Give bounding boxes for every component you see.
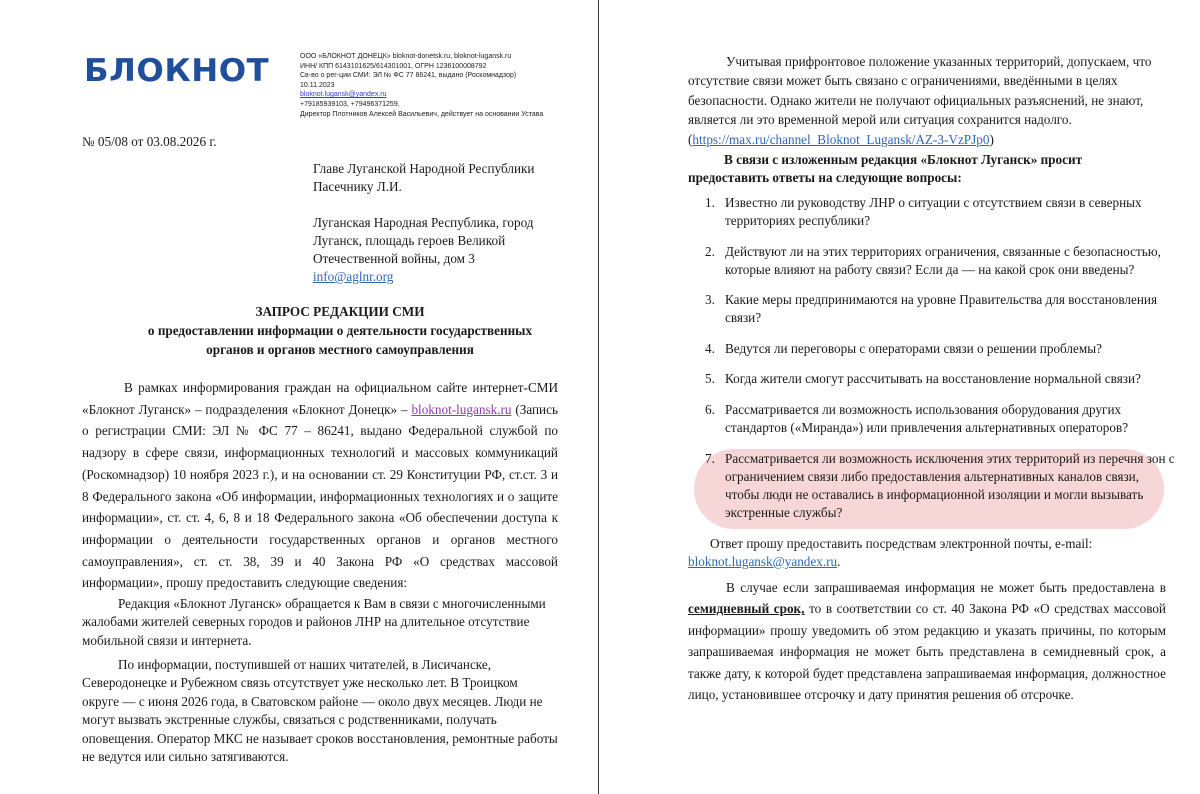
list-item — [705, 243, 1175, 279]
max-channel-link[interactable]: https://max.ru/channel_Bloknot_Lugansk/AZ-3-VzPJp0 — [692, 131, 990, 147]
question-text: Известно ли руководству ЛНР о ситуации с отсутствием связи в северных территориях республики? — [725, 195, 1142, 228]
list-item — [705, 291, 1175, 327]
requisite-line: ИНН/ КПП 6143101625/614301001, ОГРН 1236100008792 — [300, 62, 487, 70]
title-line-3: органов и органов местного самоуправления — [206, 342, 474, 357]
addressee-line: Главе Луганской Народной Республики — [313, 161, 535, 176]
question-text: Действуют ли на этих территориях ограничения, связанные с безопасностью, которые влияют на работу связи? Если да — на какой срок они введены? — [725, 243, 1161, 277]
addressee-line: Пасечнику Л.И. — [313, 179, 402, 194]
question-text: Ведутся ли переговоры с операторами связи о решении проблемы? — [725, 340, 1102, 356]
reply-email-link[interactable]: bloknot.lugansk@yandex.ru — [688, 554, 838, 569]
question-number: 5. — [705, 371, 715, 387]
paragraph-deadline — [688, 577, 1166, 705]
paragraph-reply-email — [688, 535, 1166, 571]
question-text: Рассматривается ли возможность использования оборудования других стандартов («Миранда») или привлечения альтернативных операторов? — [725, 401, 1129, 435]
requisite-line: ООО «БЛОКНОТ ДОНЕЦК» bloknot-donetsk.ru, bloknot-lugansk.ru — [300, 53, 512, 60]
letterhead-director: Директор Плотников Алексей Васильевич, действует на основании Устава — [300, 110, 544, 118]
paragraph-text: В рамках информирования граждан на официальном сайте интернет-СМИ «Блокнот Луганск» – подразделения «Блокнот Донецк» – — [82, 380, 558, 417]
paragraph-text: В случае если запрашиваемая информация не может быть предоставлена в — [726, 580, 1166, 595]
question-number: 6. — [705, 401, 715, 417]
questions-list — [705, 194, 1175, 534]
title-line-1: ЗАПРОС РЕДАКЦИИ СМИ — [255, 304, 425, 319]
requisite-line: Св-во о рег-ции СМИ: ЭЛ № ФС 77 86241, выдано (Роскомнадзор) — [300, 72, 517, 80]
list-item — [705, 450, 1175, 522]
bloknot-logo: БЛОКНОТ — [84, 53, 270, 89]
paragraph-complaints: Редакция «Блокнот Луганск» обращается к Вам в связи с многочисленными жалобами жителей северных городов и районов ЛНР на длительное отсутствие мобильной связи и интернета. — [82, 596, 546, 648]
address-line: Луганск, площадь героев Великой — [313, 233, 506, 248]
paragraph-text: . — [837, 554, 841, 569]
title-line-2: о предоставлении информации о деятельности государственных — [147, 323, 533, 338]
paragraph-text: (Запись о регистрации СМИ: ЭЛ № ФС 77 – 86241, выдано Федеральной службой по надзору в сфере связи, информационных технологий и массовых коммуникаций (Роскомнадзор) 10 ноября 2023 г.), и на основании ст. 29 Конституции РФ, ст.ст. 3 и 8 Федерального закона «Об информации, информационных технологиях и о защите информации», ст. ст. 4, 6, 8 и 18 Федерального закона «Об обеспечении доступа к информации о деятельности государственных органов и органов местного самоуправления», ст. ст. 38, 39 и 40 Закона РФ «О средствах массовой информации», прошу предоставить следующие сведения: — [82, 401, 558, 591]
question-number: 1. — [705, 195, 715, 210]
document-number: № 05/08 от 03.08.2026 г. — [82, 134, 217, 149]
question-text: Когда жители смогут рассчитывать на восстановление нормальной связи? — [725, 371, 1141, 387]
question-text: Какие меры предпринимаются на уровне Правительства для восстановления связи? — [725, 292, 1158, 326]
paragraph-reader-info: По информации, поступившей от наших читателей, в Лисичанске, Северодонецке и Рубежном связь отсутствует уже несколько лет. В Троицком округе — с июня 2026 года, в Сватовском районе — около двух месяцев. Люди не могут вызвать экстренные службы, связаться с родственниками, получать оповещения. Оператор МКС не называет сроков восстановления, ремонтные работы не ведутся или сильно затягиваются. — [82, 657, 558, 765]
letterhead-requisites — [300, 52, 570, 119]
question-text: Рассматривается ли возможность исключения этих территорий из перечня зон с ограничением связи либо предоставления альтернативных каналов связи, чтобы люди не оставались в информационной изоляции и могли вызывать экстренные службы? — [725, 450, 1175, 520]
letterhead-email-link[interactable]: bloknot.lugansk@yandex.ru — [300, 91, 387, 99]
list-item — [705, 370, 1175, 388]
requisite-line: 10.11.2023 — [300, 81, 335, 89]
paragraph-text: Ответ прошу предоставить посредствам электронной почты, e-mail: — [710, 536, 1093, 551]
question-number: 3. — [705, 292, 715, 308]
deadline-term: семидневный срок, — [688, 601, 805, 617]
addressee-block — [313, 160, 583, 286]
question-number: 4. — [705, 340, 715, 356]
paragraph-frontline — [688, 52, 1166, 149]
site-link[interactable]: bloknot-lugansk.ru — [411, 401, 512, 417]
address-line: Отечественной войны, дом 3 — [313, 251, 475, 266]
paragraph-text: Учитывая прифронтовое положение указанных территорий, допускаем, что отсутствие связи может быть связано с ограничениями, введёнными в целях безопасности. Однако жители не получают официальных разъяснений, не знают, является ли это временной мерой или ситуация сохранится надолго. ( — [688, 54, 1152, 147]
questions-heading: В связи с изложенным редакция «Блокнот Луганск» просит предоставить ответы на следующие вопросы: — [688, 152, 1083, 185]
request-title — [80, 302, 600, 359]
paragraph-text: ) — [989, 131, 994, 147]
question-number: 7. — [705, 450, 715, 466]
letterhead-phones: +79185939103, +79496371259, — [300, 100, 400, 108]
address-line: Луганская Народная Республика, город — [313, 215, 534, 230]
question-number: 2. — [705, 243, 715, 259]
list-item — [705, 340, 1175, 358]
paragraph-legal-basis — [82, 377, 558, 594]
addressee-email-link[interactable]: info@aglnr.org — [313, 269, 394, 284]
paragraph-text: то в соответствии со ст. 40 Закона РФ «О средствах массовой информации» прошу уведомить об этом редакцию и указать причины, по которым запрашиваемая информация не может быть представлена в семидневный срок, а также дату, к которой будет представлена запрашиваемая информация, должностное лицо, установившее отсрочку и дату принятия решения об отсрочке. — [688, 601, 1166, 703]
list-item — [705, 194, 1175, 230]
list-item — [705, 401, 1175, 437]
